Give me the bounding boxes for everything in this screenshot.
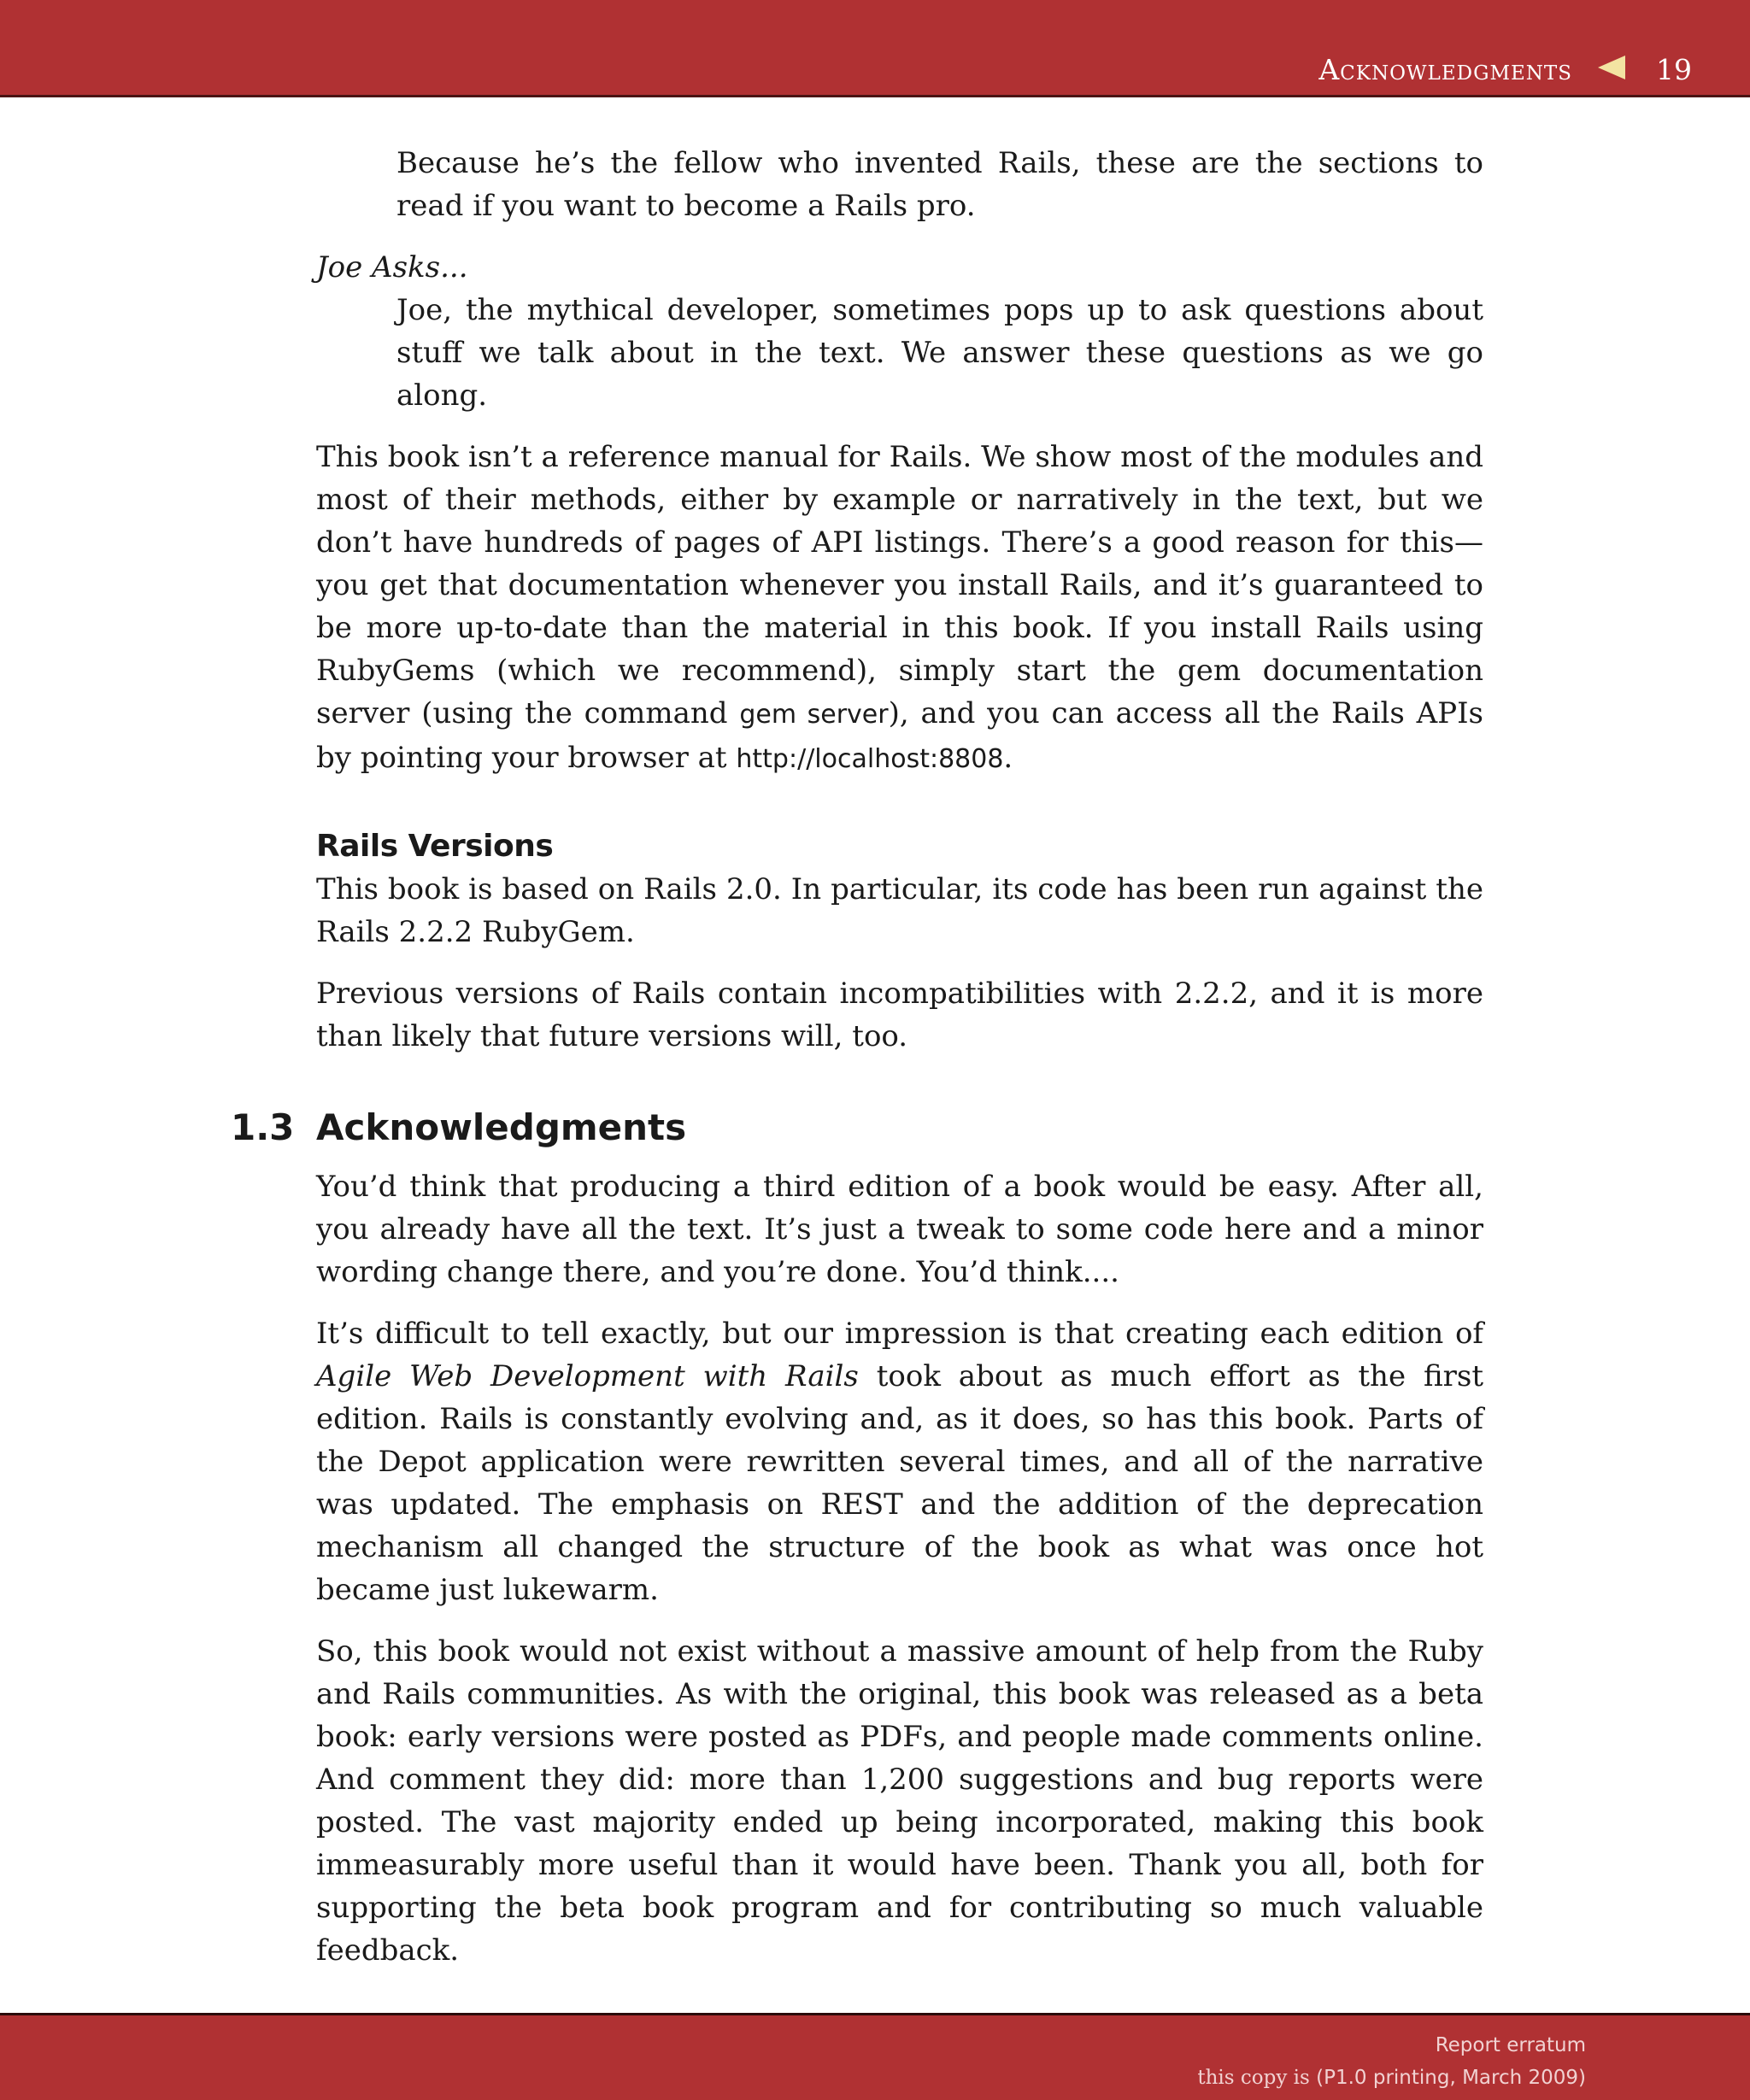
gem-server-command: gem server <box>739 700 889 730</box>
printing-info: (P1.0 printing, March 2009) <box>1316 2067 1586 2089</box>
intro-paragraph: Because he’s the fellow who invented Rails, these are the sections to read if you want to become a Rails pro. <box>396 146 1483 223</box>
joe-asks-heading: Joe Asks... <box>316 250 468 284</box>
ack-text-end: took about as much effort as the first edition. Rails is constantly evolving and, as it does, so has this book. Parts of the Depot application were rewritten several times, and all of the narrative was updated. The emphasis on REST and the addition of the deprecation mechanism all changed the structure of the book as what was once hot became just lukewarm. <box>316 1359 1483 1607</box>
copy-prefix: this copy is <box>1197 2067 1317 2089</box>
section-number: 1.3 <box>231 1106 295 1148</box>
page-body <box>231 142 1483 1972</box>
reference-paragraph <box>316 436 1483 781</box>
acknowledgments-paragraph-2 <box>316 1312 1483 1611</box>
running-header-title: Acknowledgments <box>1318 53 1572 86</box>
section-heading <box>231 1102 1483 1153</box>
reference-text-2: ), and you can access all the Rails APIs by pointing your browser at <box>316 696 1483 775</box>
copy-info <box>1197 2067 1586 2089</box>
versions-paragraph-1: This book is based on Rails 2.0. In particular, its code has been run against the Rails 2.2.2 RubyGem. <box>316 872 1483 949</box>
report-erratum-link[interactable]: Report erratum <box>1435 2034 1586 2056</box>
versions-paragraph-2: Previous versions of Rails contain incompatibilities with 2.2.2, and it is more than likely that future versions will, too. <box>316 977 1483 1053</box>
book-title: Agile Web Development with Rails <box>316 1359 859 1393</box>
rails-versions-heading: Rails Versions <box>316 829 554 864</box>
page-number: 19 <box>1656 53 1692 86</box>
reference-text-3: . <box>1003 741 1013 775</box>
header-bar <box>0 0 1750 97</box>
reference-text-1: This book isn’t a reference manual for Rails. We show most of the modules and most of their methods, either by example or narratively in the text, but we don’t have hundreds of pages of API listings. There’s a good reason for this—you get that documentation whenever you install Rails, and it’s guaranteed to be more up-to-date than the material in this book. If you install Rails using RubyGems (which we recommend), simply start the gem documentation server (using the command <box>316 440 1483 730</box>
ack-text-start: It’s difficult to tell exactly, but our impression is that creating each edition of <box>316 1317 1483 1351</box>
section-title: Acknowledgments <box>316 1106 687 1148</box>
previous-page-arrow-icon[interactable] <box>1598 56 1625 79</box>
localhost-url-link[interactable]: http://localhost:8808 <box>736 744 1004 774</box>
joe-asks-text: Joe, the mythical developer, sometimes pops up to ask questions about stuff we talk about in the text. We answer these questions as we go along. <box>396 293 1483 413</box>
footer-bar <box>0 2013 1750 2100</box>
acknowledgments-paragraph-1: You’d think that producing a third edition of a book would be easy. After all, you already have all the text. It’s just a tweak to some code here and a minor wording change there, and you’re done. You’d think.... <box>316 1170 1483 1289</box>
acknowledgments-paragraph-3: So, this book would not exist without a massive amount of help from the Ruby and Rails communities. As with the original, this book was released as a beta book: early versions were posted as PDFs, and people made comments online. And comment they did: more than 1,200 suggestions and bug reports were posted. The vast majority ended up being incorporated, making this book immeasurably more useful than it would have been. Thank you all, both for supporting the beta book program and for contributing so much valuable feedback. <box>316 1634 1483 1968</box>
